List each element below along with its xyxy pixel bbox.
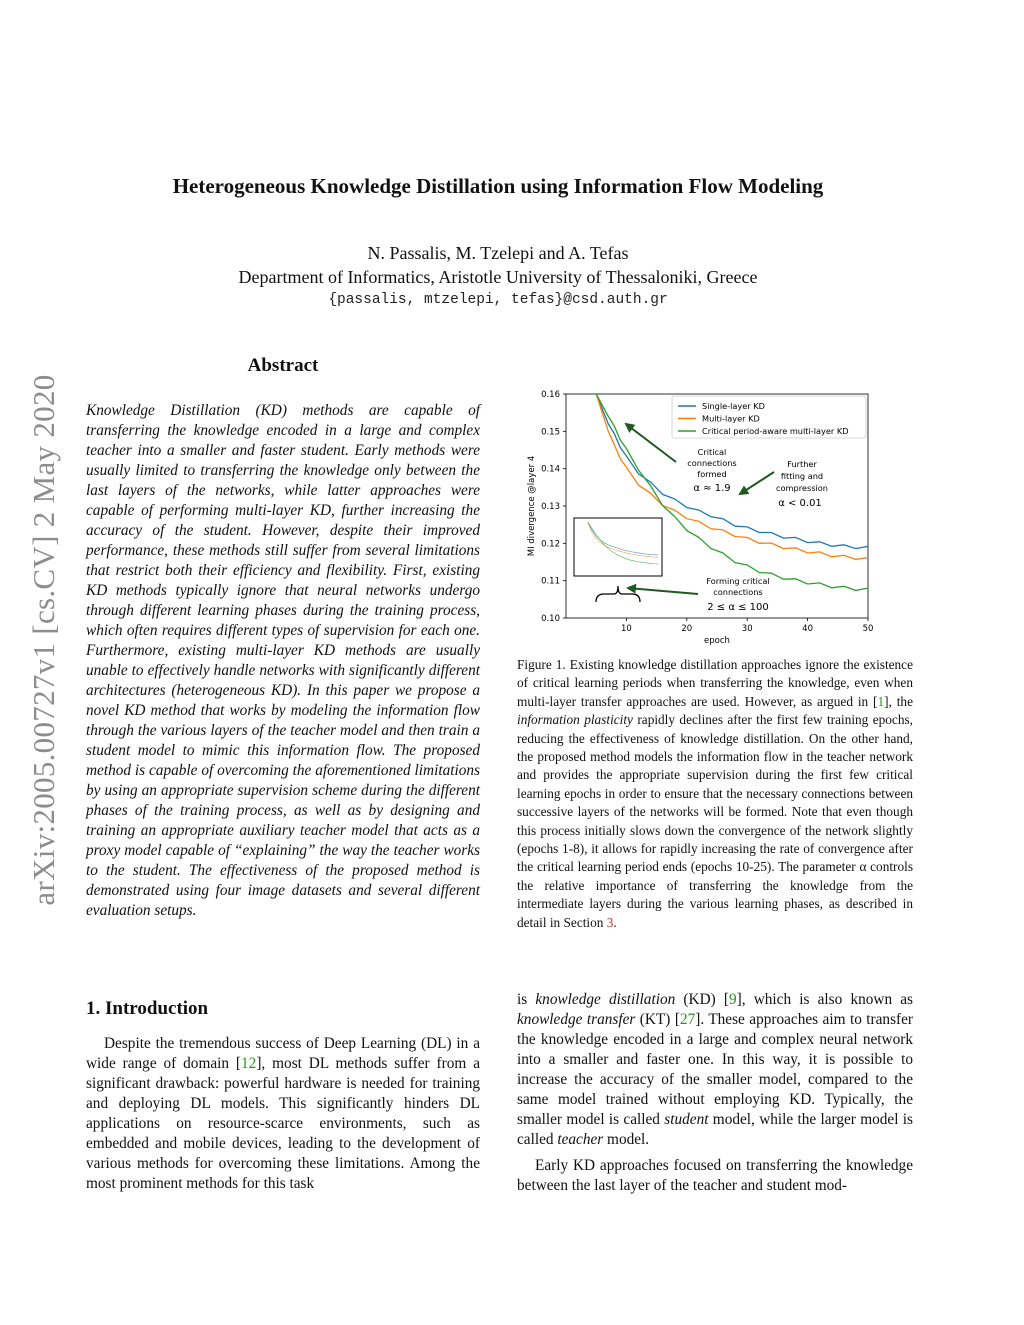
- citation-link[interactable]: 9: [728, 991, 737, 1008]
- text-run: ], which is also known as: [736, 991, 914, 1008]
- text-run: rapidly declines after the first few training epochs, reducing the effectiveness of knowledge distillation. On the other hand, the proposed method models the information flow in the teacher network and provides the appropriate supervision during the first few critical learning epochs in order to ensure that the necessary connections between successive layers of the networks will be formed. Note that even though this process initially slows down the convergence of the network slightly (epochs 1-8), it allows for rapidly increasing the rate of convergence after the critical learning period ends (epochs 10-25). The parameter α controls the relative importance of transferring the knowledge from the intermediate layers during the various learning phases, as described in detail in Section: [517, 712, 913, 930]
- introduction-paragraph-1: [86, 1034, 480, 1194]
- introduction-heading: 1. Introduction: [86, 998, 209, 1019]
- text-run: Despite the tremendous success of Deep Learning (DL) in a wide range of domain [: [86, 1035, 480, 1072]
- x-tick-label: 30: [741, 624, 753, 634]
- emphasis: information plasticity: [517, 712, 633, 728]
- y-tick-label: 0.13: [541, 502, 560, 512]
- figure-1: [522, 380, 916, 648]
- text-run: (KT) [: [635, 1011, 680, 1028]
- author-block: [80, 241, 916, 289]
- right-column-text: [517, 990, 913, 1202]
- annotation-text: compression: [776, 483, 828, 493]
- email: {passalis, mtzelepi, tefas}@csd.auth.gr: [328, 292, 668, 308]
- legend-label: Single-layer KD: [702, 401, 765, 411]
- emphasis: student: [664, 1111, 709, 1128]
- introduction-paragraph-3: Early KD approaches focused on transferring the knowledge between the last layer of the teacher and student mod-: [517, 1157, 913, 1194]
- emphasis: knowledge transfer: [517, 1011, 636, 1028]
- annotation-text: fitting and: [780, 471, 824, 481]
- x-axis-label: epoch: [704, 636, 730, 646]
- annotation-arrow: [628, 588, 698, 594]
- y-axis-label: MI divergence @layer 4: [527, 455, 537, 557]
- y-tick-label: 0.14: [541, 464, 560, 475]
- inset-frame: [574, 518, 662, 576]
- affiliation: Department of Informatics, Aristotle University of Thessaloniki, Greece: [238, 267, 758, 287]
- paper-title: Heterogeneous Knowledge Distillation using Information Flow Modeling: [172, 174, 824, 198]
- legend-label: Multi-layer KD: [702, 413, 760, 424]
- text-run: is: [517, 991, 536, 1008]
- annotation-alpha: α < 0.01: [778, 498, 822, 509]
- abstract-heading: Abstract: [247, 355, 319, 376]
- authors: N. Passalis, M. Tzelepi and A. Tefas: [367, 243, 629, 263]
- annotation-text: Further: [787, 459, 817, 469]
- mi-divergence-chart: [522, 380, 916, 648]
- citation-link[interactable]: 1: [877, 693, 885, 709]
- citation-link[interactable]: 12: [241, 1055, 257, 1072]
- arxiv-identifier: arXiv:2005.00727v1 [cs.CV] 2 May 2020: [26, 374, 61, 906]
- y-tick-label: 0.15: [541, 427, 560, 438]
- text-run: model.: [603, 1131, 650, 1148]
- legend-label: Critical period-aware multi-layer KD: [702, 426, 849, 436]
- annotation-text: formed: [697, 469, 727, 479]
- annotation-arrow: [626, 424, 676, 462]
- y-tick-label: 0.12: [541, 539, 560, 550]
- annotation-text: connections: [687, 458, 737, 468]
- annotation-alpha: α ≈ 1.9: [693, 483, 731, 494]
- text-run: ]. These approaches aim to transfer the knowledge encoded in a large and complex neural network into a smaller and faster one. In this way, it is possible to increase the accuracy of the smaller model, compared to the same model trained without employing KD. Typically, the smaller model is called: [517, 1011, 914, 1128]
- figure-caption: [517, 656, 913, 932]
- emphasis: teacher: [557, 1131, 604, 1148]
- section-link[interactable]: 3: [606, 914, 614, 930]
- abstract-text: Knowledge Distillation (KD) methods are capable of transferring the knowledge encoded in a large and complex teacher into a smaller and faster student. Early methods were usually limited to transferring the knowledge only between the last layers of the networks, while latter approaches were capable of performing multi-layer KD, further increasing the accuracy of the student. However, despite their improved performance, these methods still suffer from several limitations that restrict both their efficiency and flexibility. First, existing KD methods typically ignore that neural networks undergo through different learning phases during the training process, which often requires different types of supervision for each one. Furthermore, existing multi-layer KD methods are usually unable to effectively handle networks with significantly different architectures (heterogeneous KD). In this paper we propose a novel KD method that works by modeling the information flow through the various layers of the teacher model and then train a student model to mimic this information flow. The proposed method is capable of overcoming the aforementioned limitations by using an appropriate supervision scheme during the different phases of the training process, as well as by designing and training an appropriate auxiliary teacher model that acts as a proxy model capable of “explaining” the way the teacher works to the student. The effectiveness of the proposed method is demonstrated using four image datasets and several different evaluation setups.: [86, 402, 480, 919]
- emphasis: knowledge distillation: [535, 991, 676, 1008]
- text-run: ], the: [884, 693, 913, 709]
- text-run: ], most DL methods suffer from a significant drawback: powerful hardware is needed for training and deploying DL models. This significantly hinders DL applications on resource-scarce environments, such as embedded and mobile devices, leading to the development of various methods for overcoming these limitations. Among the most prominent methods for this task: [86, 1055, 480, 1192]
- annotation-text: connections: [713, 587, 763, 597]
- text-run: Figure 1. Existing knowledge distillation approaches ignore the existence of critical learning periods when transferring the knowledge, even when multi-layer transfer approaches are used. However, as argued in [: [517, 657, 913, 709]
- inset-thumbnail: [574, 518, 662, 576]
- text-run: (KD) [: [675, 991, 729, 1008]
- y-tick-label: 0.11: [541, 576, 560, 587]
- annotation-text: Critical: [697, 447, 727, 457]
- x-tick-label: 50: [862, 624, 874, 634]
- x-tick-label: 10: [620, 624, 632, 634]
- text-run: .: [613, 914, 617, 930]
- text-run: model, while the larger model is called: [517, 1111, 913, 1148]
- chart-legend: [672, 396, 866, 438]
- introduction-paragraph-2: [517, 990, 913, 1150]
- annotation-alpha: 2 ≤ α ≤ 100: [707, 602, 769, 613]
- y-tick-label: 0.16: [541, 390, 560, 400]
- x-tick-label: 40: [802, 624, 814, 634]
- y-tick-label: 0.10: [541, 614, 560, 624]
- annotation-text: Forming critical: [706, 576, 770, 586]
- annotation-arrow: [740, 472, 774, 494]
- citation-link[interactable]: 27: [679, 1011, 696, 1028]
- x-tick-label: 20: [681, 624, 693, 634]
